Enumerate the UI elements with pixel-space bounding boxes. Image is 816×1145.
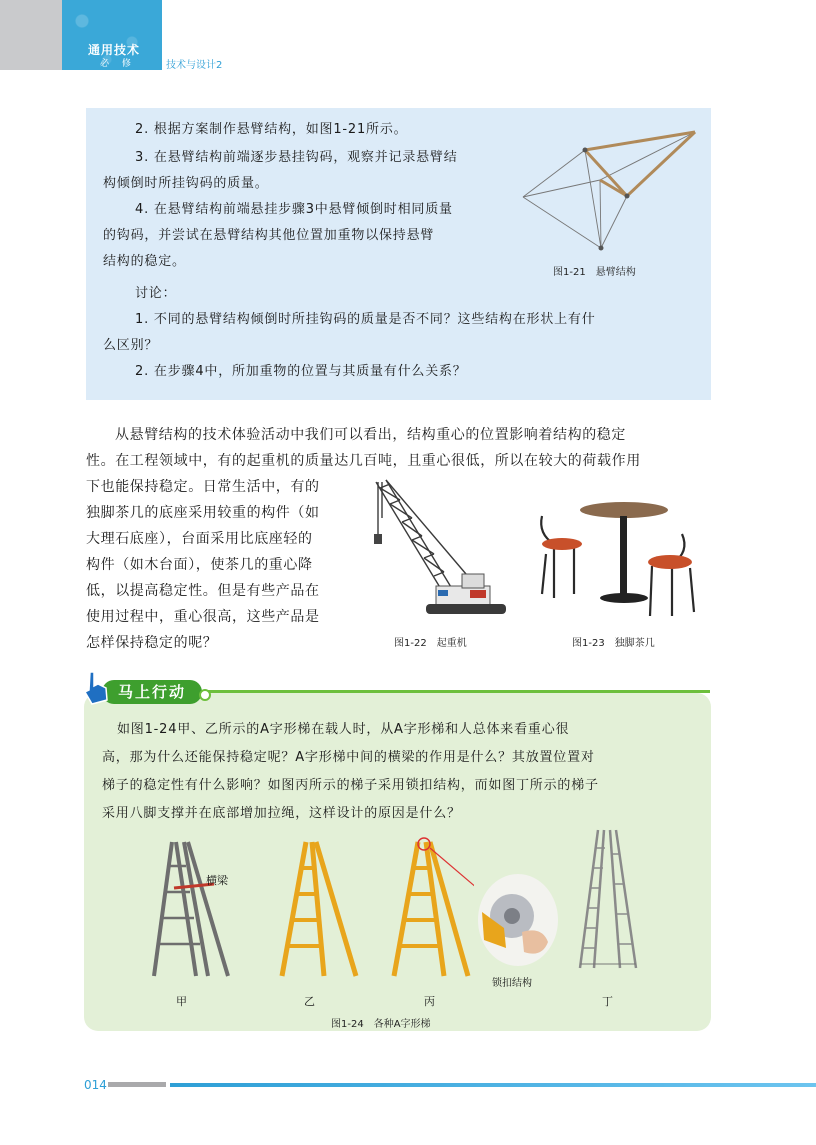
- ladder-label-bing: 丙: [424, 995, 435, 1008]
- figure-1-24-caption: 图1-24 各种A字形梯: [331, 1019, 431, 1030]
- action-line-4: 采用八脚支撑并在底部增加拉绳，这样设计的原因是什么？: [102, 806, 461, 821]
- page-number: 014: [84, 1078, 107, 1092]
- pedestal-table-figure: [532, 494, 704, 624]
- crane-figure: [366, 474, 516, 626]
- action-title: 马上行动: [118, 683, 187, 701]
- action-line-2: 高，那为什么还能保持稳定呢？A字形梯中间的横梁的作用是什么？其放置位置对: [102, 750, 595, 765]
- body-line-7: 低，以提高稳定性。但是有些产品在: [86, 583, 320, 599]
- discussion-label: 讨论：: [135, 286, 177, 301]
- action-header-circle-icon: [198, 688, 212, 702]
- body-line-6: 构件（如木台面），使茶几的重心降: [86, 557, 313, 573]
- book-title: 技术与设计2: [166, 60, 223, 71]
- activity-step-4-line3: 结构的稳定。: [103, 254, 186, 269]
- body-line-1: 从悬臂结构的技术体验活动中我们可以看出，结构重心的位置影响着结构的稳定: [115, 427, 626, 443]
- body-line-9: 怎样保持稳定的呢？: [86, 635, 218, 651]
- ladder-label-ding: 丁: [602, 995, 613, 1008]
- activity-step-4-line2: 的钩码，并尝试在悬臂结构其他位置加重物以保持悬臂: [103, 228, 435, 243]
- header-gray-block: [0, 0, 62, 70]
- figure-1-21-caption: 图1-21 悬臂结构: [553, 267, 636, 278]
- cantilever-figure: [515, 112, 705, 258]
- action-line-1: 如图1-24甲、乙所示的A字形梯在载人时，从A字形梯和人总体来看重心很: [117, 722, 570, 737]
- action-line-3: 梯子的稳定性有什么影响？如图丙所示的梯子采用锁扣结构，而如图丁所示的梯子: [102, 778, 599, 793]
- activity-step-3-line1: 3. 在悬臂结构前端逐步悬挂钩码，观察并记录悬臂结: [135, 150, 458, 165]
- hand-pointer-icon: [80, 670, 110, 706]
- ladder-bing-figure: [384, 836, 474, 984]
- body-line-5: 大理石底座），台面采用比底座轻的: [86, 531, 313, 547]
- activity-step-2: 2. 根据方案制作悬臂结构，如图1-21所示。: [135, 122, 408, 137]
- ladder-label-yi: 乙: [304, 995, 315, 1008]
- activity-step-3-line2: 构倾倒时所挂钩码的质量。: [103, 176, 269, 191]
- discussion-q1-line1: 1. 不同的悬臂结构倾倒时所挂钩码的质量是否不同？这些结构在形状上有什: [135, 312, 596, 327]
- ladder-jia-figure: [148, 836, 238, 984]
- body-line-3: 下也能保持稳定。日常生活中，有的: [86, 479, 320, 495]
- activity-step-4-line1: 4. 在悬臂结构前端悬挂步骤3中悬臂倾倒时相同质量: [135, 202, 453, 217]
- ladder-ding-figure: [572, 824, 644, 974]
- lock-closeup-figure: [476, 872, 560, 968]
- body-line-8: 使用过程中，重心很高，这些产品是: [86, 609, 320, 625]
- figure-1-22-caption: 图1-22 起重机: [394, 638, 467, 649]
- crane-hook: [374, 534, 382, 544]
- discussion-q2: 2. 在步骤4中，所加重物的位置与其质量有什么关系？: [135, 364, 467, 379]
- body-line-2: 性。在工程领域中，有的起重机的质量达几百吨，且重心很低，所以在较大的荷载作用: [86, 453, 641, 469]
- footer-blue-bar: [170, 1083, 816, 1087]
- required-label: 必 修: [100, 59, 136, 69]
- ladder-yi-figure: [272, 836, 362, 984]
- figure-1-23-caption: 图1-23 独脚茶几: [572, 638, 655, 649]
- discussion-q1-line2: 么区别？: [103, 338, 159, 353]
- action-header-line: [200, 690, 710, 693]
- footer-gray-bar: [108, 1082, 166, 1087]
- body-line-4: 独脚茶几的底座采用较重的构件（如: [86, 505, 320, 521]
- lock-structure-label: 锁扣结构: [492, 978, 532, 989]
- series-title: 通用技术: [88, 43, 141, 57]
- crossbar-label: 横梁: [206, 874, 228, 887]
- ladder-label-jia: 甲: [176, 995, 187, 1008]
